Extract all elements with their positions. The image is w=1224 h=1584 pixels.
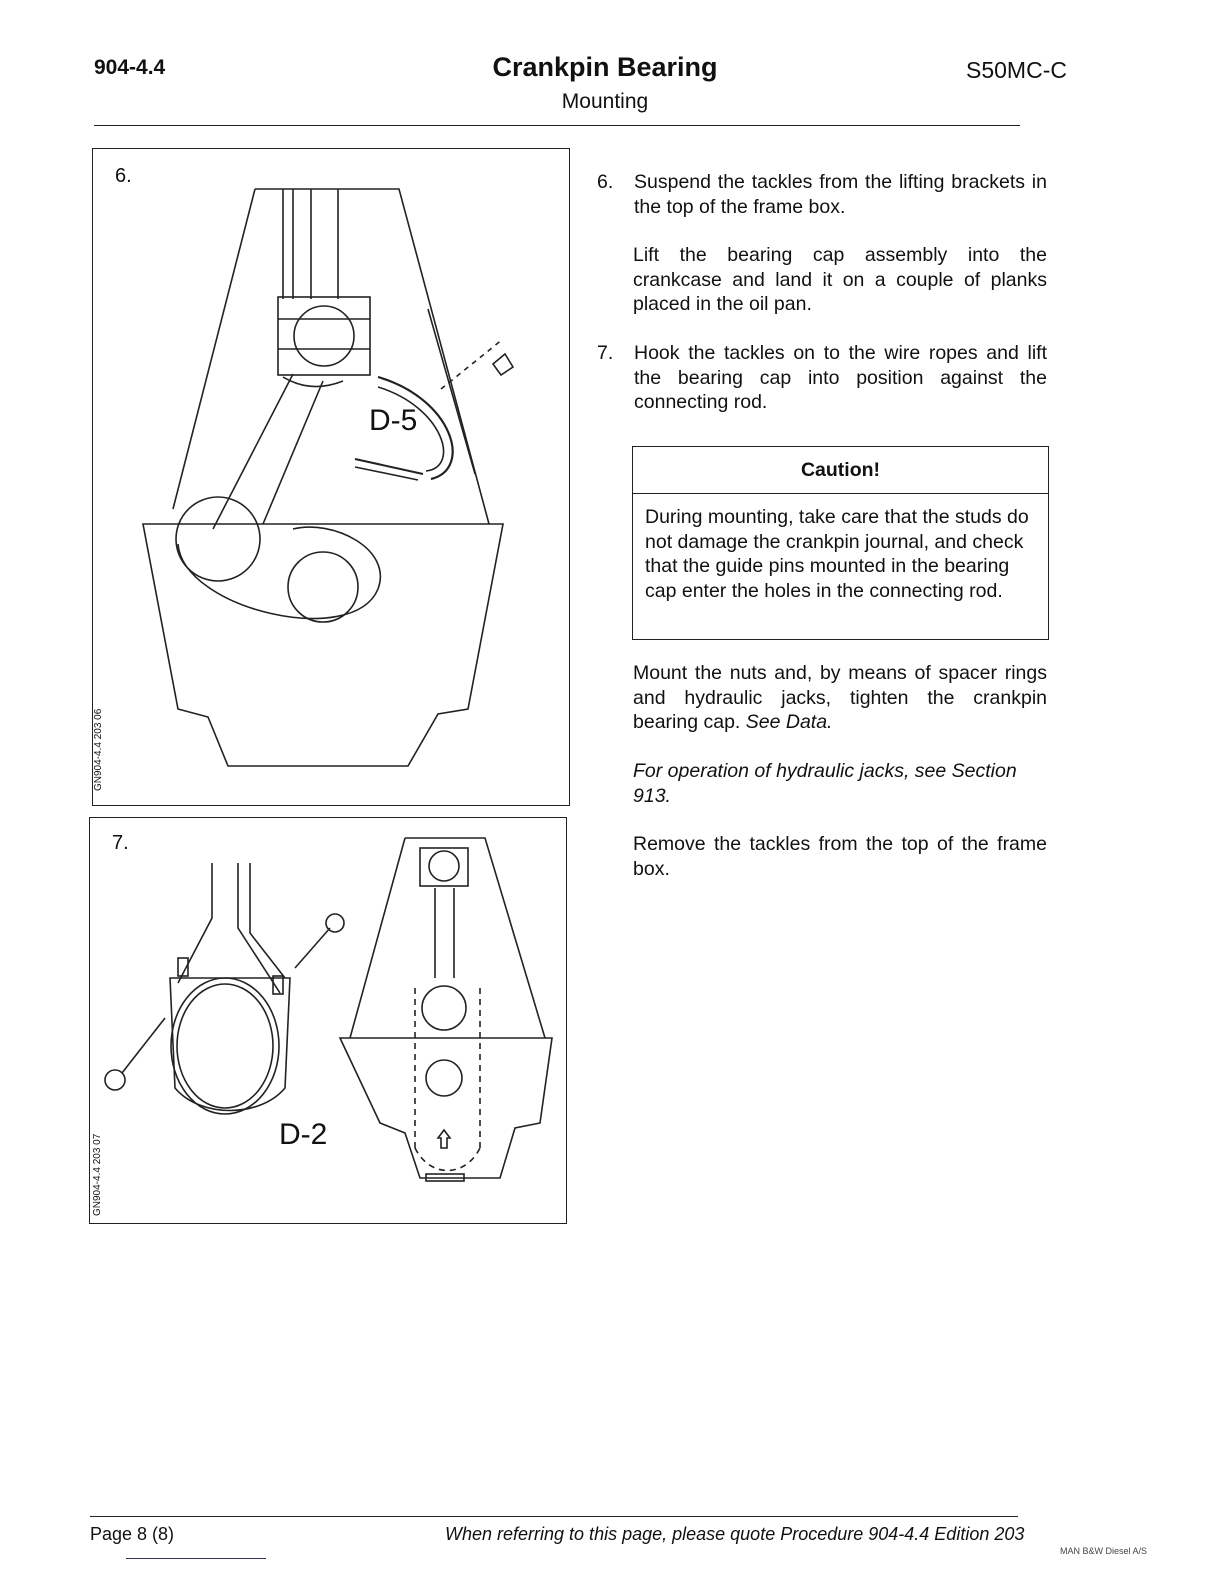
step-7 [597,341,1047,417]
figure-6-drawing [93,149,569,805]
mount-nuts-text: Mount the nuts and, by means of spacer rings and hydraulic jacks, tighten the crankpin bearing cap. [633,662,1047,733]
figure-7 [89,817,567,1224]
page-number: Page 8 (8) [90,1524,175,1544]
mount-nuts-paragraph [633,661,1047,735]
footer-mark [126,1558,266,1559]
figure-6-label: D-5 [369,404,418,437]
step-7-text: Hook the tackles on to the wire ropes and lift the bearing cap into position against the connecting rod. [634,342,1047,413]
caution-box [632,446,1049,640]
see-data-ref: See Data. [745,711,833,733]
figure-6-code: GN904-4.4 203 06 [93,708,104,791]
doc-code: 904-4.4 [94,56,166,79]
procedure-reference: When referring to this page, please quote Procedure 904-4.4 Edition 203 [445,1524,1025,1544]
caution-text: During mounting, take care that the studs do not damage the crankpin journal, and check that the guide pins mounted in the bearing cap enter the holes in the connecting rod. [645,506,1029,602]
figure-6 [92,148,570,806]
figure-6-number: 6. [115,165,132,187]
figure-7-drawing [90,818,566,1223]
page-title: Crankpin Bearing [492,52,718,82]
figure-7-number: 7. [112,832,129,854]
remove-tackles-paragraph: Remove the tackles from the top of the frame box. [633,833,1047,880]
engine-type: S50MC-C [966,57,1067,83]
step-6-text: Suspend the tackles from the lifting brackets in the top of the frame box. [634,171,1047,218]
step-7-number: 7. [597,342,614,364]
caution-title: Caution! [633,447,1048,494]
lift-paragraph: Lift the bearing cap assembly into the crankcase and land it on a couple of planks placed in the oil pan. [633,244,1047,315]
step-6-number: 6. [597,171,614,193]
figure-7-code: GN904-4.4 203 07 [92,1133,103,1216]
hydraulic-jacks-reference: For operation of hydraulic jacks, see Section 913. [633,760,1017,807]
page-subtitle: Mounting [561,90,649,113]
company-name: MAN B&W Diesel A/S [1060,1546,1148,1556]
header-rule [94,125,1020,126]
footer-rule [90,1516,1018,1517]
figure-7-label: D-2 [279,1118,328,1151]
step-6 [597,170,1047,222]
